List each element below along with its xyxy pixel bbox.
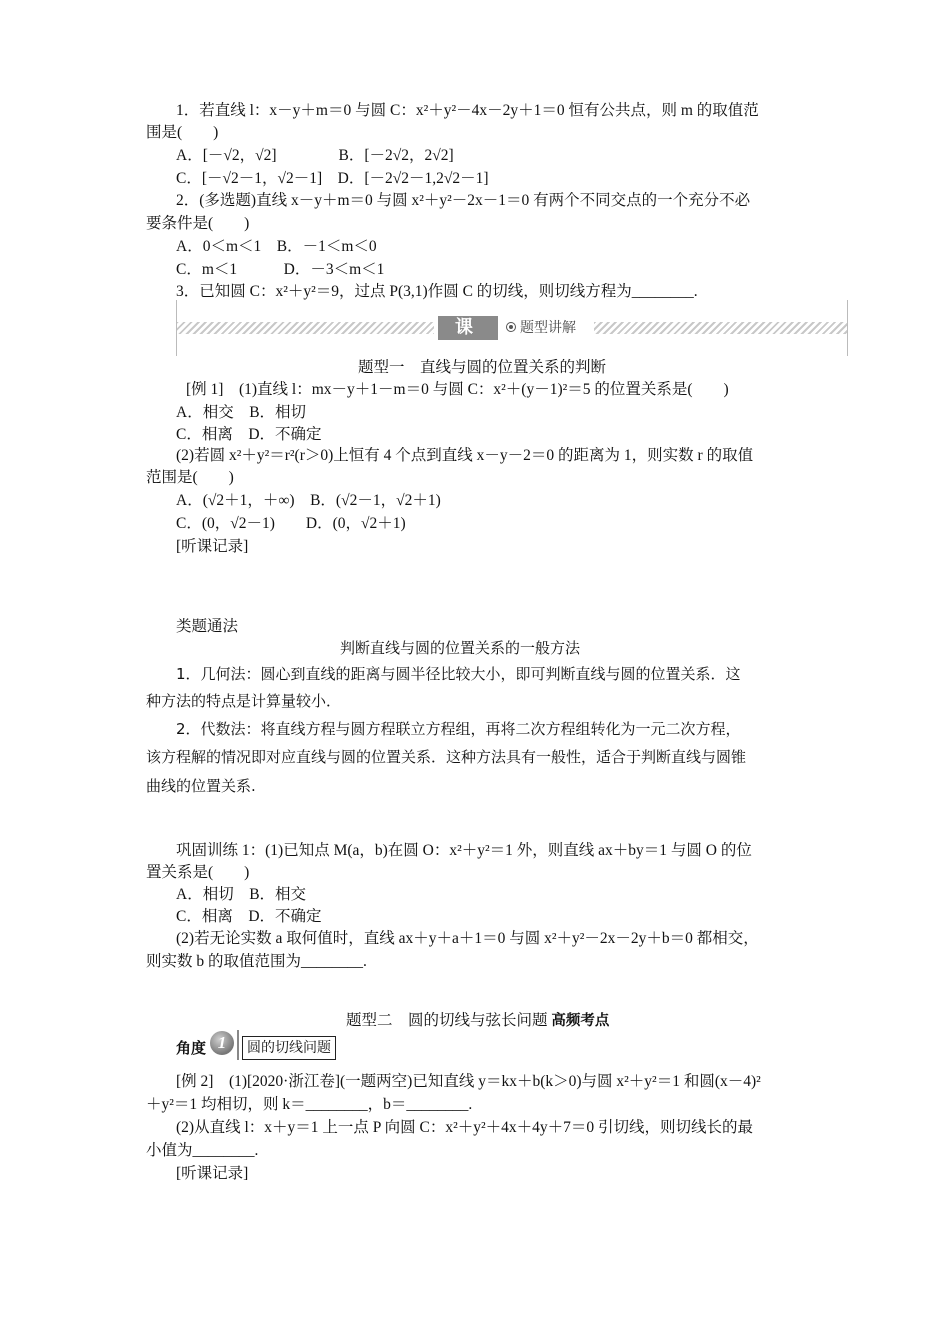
practice1-part2-line2: 则实数 b 的取值范围为________.	[146, 953, 367, 970]
method-geometric-line2: 种方法的特点是计算量较小．	[146, 692, 342, 710]
practice1-part2-line1: (2)若无论实数 a 取何值时，直线 ax＋y＋a＋1＝0 与圆 x²＋y²－2x－2y＋b＝0 都相交，	[176, 930, 759, 947]
example2-part2-line2: 小值为________.	[146, 1142, 259, 1159]
example1-options-cd: C．相离 D．不确定	[176, 426, 322, 443]
lecture-notes-label-2: [听课记录]	[176, 1165, 249, 1182]
lecture-notes-label: [听课记录]	[176, 538, 249, 555]
practice1-options-ab: A．相切 B．相交	[176, 886, 307, 903]
banner-title: 课 堂	[438, 316, 498, 340]
method-algebraic-line1: 2．代数法：将直线方程与圆方程联立方程组，再将二次方程组转化为一元二次方程，	[176, 720, 741, 738]
q1-options-cd: C．[－√2－1，√2－1] D．[－2√2－1,2√2－1]	[176, 170, 489, 187]
angle-title-box: 圆的切线问题	[242, 1036, 336, 1060]
method-algebraic-line3: 曲线的位置关系.	[146, 777, 256, 795]
example1-part2-line1: (2)若圆 x²＋y²＝r²(r＞0)上恒有 4 个点到直线 x－y－2＝0 的距离为 1，则实数 r 的取值	[176, 447, 754, 464]
practice1-line2: 置关系是( )	[146, 864, 250, 881]
example1-part2-line2: 范围是( )	[146, 469, 234, 486]
method-geometric-line1: 1．几何法：圆心到直线的距离与圆半径比较大小，即可判断直线与圆的位置关系．这	[176, 665, 741, 683]
q2-line2: 要条件是( )	[146, 215, 250, 232]
example1-part2-options-cd: C．(0，√2－1) D．(0，√2＋1)	[176, 515, 406, 532]
type2-title: 题型二 圆的切线与弦长问题	[346, 1012, 552, 1029]
example2-part2-line1: (2)从直线 l：x＋y＝1 上一点 P 向圆 C：x²＋y²＋4x＋4y＋7＝0 引切线，则切线长的最	[176, 1119, 754, 1136]
section-banner	[176, 300, 848, 362]
example1-line1: [例 1] (1)直线 l：mx－y＋1－m＝0 与圆 C：x²＋(y－1)²＝5 的位置关系是( )	[186, 381, 729, 398]
type1-heading: 题型一 直线与圆的位置关系的判断	[358, 359, 607, 376]
practice1-line1: 巩固训练 1：(1)已知点 M(a，b)在圆 O：x²＋y²＝1 外，则直线 ax＋by＝1 与圆 O 的位	[176, 842, 752, 859]
angle-divider	[237, 1030, 239, 1060]
q1-line1: 1．若直线 l：x－y＋m＝0 与圆 C：x²＋y²－4x－2y＋1＝0 恒有公共点，则 m 的取值范	[176, 102, 759, 119]
method-label: 类题通法	[176, 618, 239, 635]
q2-options-cd: C．m＜1 D．－3＜m＜1	[176, 261, 385, 278]
example2-line1: [例 2] (1)[2020·浙江卷](一题两空)已知直线 y＝kx＋b(k＞0)与圆 x²＋y²＝1 和圆(x－4)²	[176, 1073, 761, 1090]
q1-line2: 围是( )	[146, 124, 219, 141]
type2-heading	[346, 1010, 609, 1032]
angle-number-icon: 1	[210, 1031, 234, 1055]
example1-options-ab: A．相交 B．相切	[176, 404, 307, 421]
banner-left-rule	[176, 300, 177, 356]
q1-options-ab: A．[－√2，√2] B．[－2√2，2√2]	[176, 147, 454, 164]
example2-line2: ＋y²＝1 均相切，则 k＝________，b＝________.	[146, 1096, 473, 1113]
banner-subtitle: 题型讲解	[520, 320, 576, 336]
q3-line: 3．已知圆 C：x²＋y²＝9，过点 P(3,1)作圆 C 的切线，则切线方程为________.	[176, 283, 698, 300]
banner-label	[434, 314, 594, 362]
example1-part2-options-ab: A．(√2＋1，＋∞) B．(√2－1，√2＋1)	[176, 492, 441, 509]
banner-right-rule	[847, 300, 848, 356]
q2-line1: 2．(多选题)直线 x－y＋m＝0 与圆 x²＋y²－2x－1＝0 有两个不同交点的一个充分不必	[176, 192, 751, 209]
angle-label: 角度	[176, 1039, 207, 1057]
practice1-options-cd: C．相离 D．不确定	[176, 908, 322, 925]
bullet-icon	[506, 322, 516, 332]
type2-tag: 高频考点	[551, 1013, 610, 1029]
method-algebraic-line2: 该方程解的情况即对应直线与圆的位置关系．这种方法具有一般性，适合于判断直线与圆锥	[146, 748, 747, 766]
q2-options-ab: A．0＜m＜1 B．－1＜m＜0	[176, 238, 377, 255]
method-title: 判断直线与圆的位置关系的一般方法	[340, 639, 581, 657]
